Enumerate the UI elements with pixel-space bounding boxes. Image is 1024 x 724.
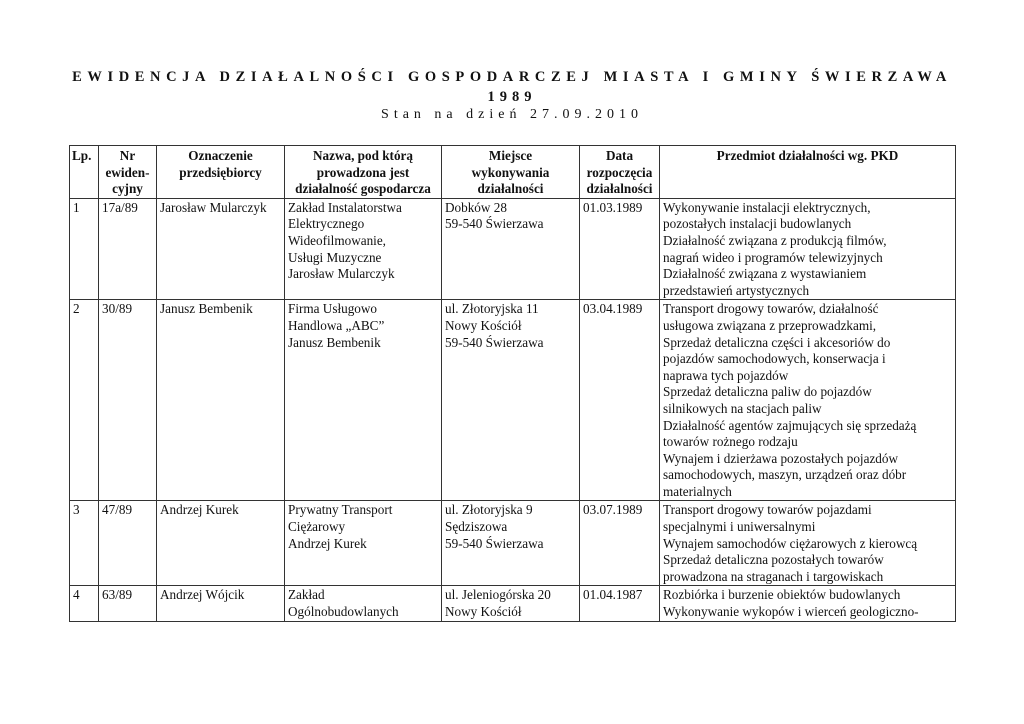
cell-place: ul. Złotoryjska 11 Nowy Kościół 59-540 Świerzawa bbox=[442, 300, 580, 501]
column-header-lp: Lp. bbox=[70, 146, 99, 199]
cell-subject: Transport drogowy towarów, działalność usługowa związana z przeprowadzkami, Sprzedaż detaliczna części i akcesoriów do pojazdów samochodowych, konserwacja i naprawa tych pojazdów Sprzedaż detaliczna paliw do pojazdów silnikowych na stacjach paliw Działalność agentów zajmujących się sprzedażą towarów rożnego rodzaju Wynajem i dzierżawa pozostałych pojazdów samochodowych, maszyn, urządzeń oraz dóbr materialnych bbox=[660, 300, 956, 501]
cell-nr: 30/89 bbox=[99, 300, 157, 501]
column-header-name: Nazwa, pod którą prowadzona jest działalność gospodarcza bbox=[285, 146, 442, 199]
cell-place: ul. Jeleniogórska 20 Nowy Kościół bbox=[442, 586, 580, 621]
column-header-nr: Nr ewiden- cyjny bbox=[99, 146, 157, 199]
cell-lp: 1 bbox=[70, 198, 99, 300]
cell-lp: 3 bbox=[70, 501, 99, 586]
cell-place: Dobków 28 59-540 Świerzawa bbox=[442, 198, 580, 300]
cell-name: Zakład Instalatorstwa Elektrycznego Wideofilmowanie, Usługi Muzyczne Jarosław Mularczyk bbox=[285, 198, 442, 300]
column-header-subject: Przedmiot działalności wg. PKD bbox=[660, 146, 956, 199]
cell-lp: 2 bbox=[70, 300, 99, 501]
document-title: EWIDENCJA DZIAŁALNOŚCI GOSPODARCZEJ MIASTA I GMINY ŚWIERZAWA bbox=[72, 69, 952, 85]
table-row bbox=[70, 300, 956, 501]
cell-nr: 63/89 bbox=[99, 586, 157, 621]
column-header-place: Miejsce wykonywania działalności bbox=[442, 146, 580, 199]
cell-nr: 17a/89 bbox=[99, 198, 157, 300]
column-header-date: Data rozpoczęcia działalności bbox=[580, 146, 660, 199]
cell-name: Firma Usługowo Handlowa „ABC” Janusz Bembenik bbox=[285, 300, 442, 501]
column-header-entrepreneur: Oznaczenie przedsiębiorcy bbox=[157, 146, 285, 199]
cell-entrepreneur: Janusz Bembenik bbox=[157, 300, 285, 501]
document-date-state: Stan na dzień 27.09.2010 bbox=[381, 107, 643, 122]
table-row bbox=[70, 198, 956, 300]
cell-date: 01.04.1987 bbox=[580, 586, 660, 621]
cell-date: 03.04.1989 bbox=[580, 300, 660, 501]
cell-name: Prywatny Transport Ciężarowy Andrzej Kurek bbox=[285, 501, 442, 586]
table-row bbox=[70, 501, 956, 586]
table-row bbox=[70, 586, 956, 621]
registry-table bbox=[69, 145, 956, 622]
table-header-row bbox=[70, 146, 956, 199]
cell-nr: 47/89 bbox=[99, 501, 157, 586]
cell-date: 01.03.1989 bbox=[580, 198, 660, 300]
cell-lp: 4 bbox=[70, 586, 99, 621]
cell-entrepreneur: Jarosław Mularczyk bbox=[157, 198, 285, 300]
cell-place: ul. Złotoryjska 9 Sędziszowa 59-540 Świerzawa bbox=[442, 501, 580, 586]
document-year: 1989 bbox=[487, 89, 537, 105]
cell-entrepreneur: Andrzej Wójcik bbox=[157, 586, 285, 621]
cell-date: 03.07.1989 bbox=[580, 501, 660, 586]
cell-subject: Transport drogowy towarów pojazdami specjalnymi i uniwersalnymi Wynajem samochodów ciężarowych z kierowcą Sprzedaż detaliczna pozostałych towarów prowadzona na straganach i targowiskach bbox=[660, 501, 956, 586]
cell-entrepreneur: Andrzej Kurek bbox=[157, 501, 285, 586]
cell-subject: Rozbiórka i burzenie obiektów budowlanych Wykonywanie wykopów i wierceń geologiczno- bbox=[660, 586, 956, 621]
cell-subject: Wykonywanie instalacji elektrycznych, pozostałych instalacji budowlanych Działalność związana z produkcją filmów, nagrań wideo i programów telewizyjnych Działalność związana z wystawianiem przedstawień artystycznych bbox=[660, 198, 956, 300]
cell-name: Zakład Ogólnobudowlanych bbox=[285, 586, 442, 621]
